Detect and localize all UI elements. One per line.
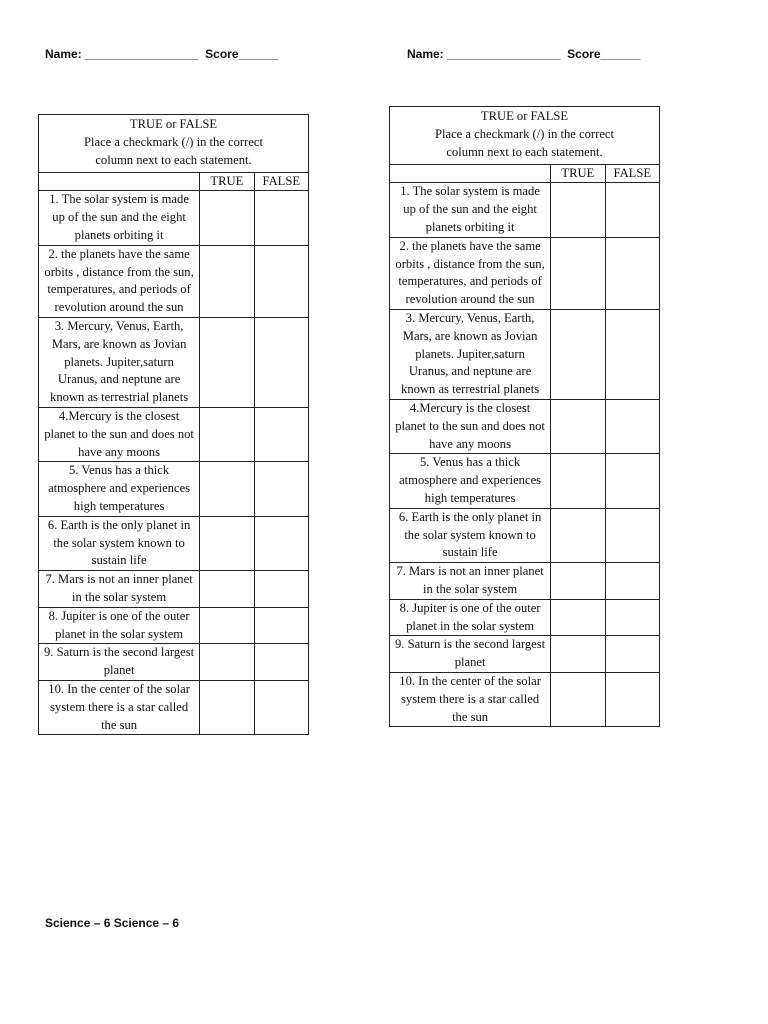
quiz-row xyxy=(39,317,309,407)
score-blank: ______ xyxy=(238,47,279,61)
true-answer-cell[interactable] xyxy=(551,237,605,309)
statement-text: 3. Mercury, Venus, Earth, Mars, are known as Jovian planets. Jupiter,saturn Uranus, and neptune are known as terrestrial planets xyxy=(390,309,551,399)
false-answer-cell[interactable] xyxy=(254,516,308,570)
true-answer-cell[interactable] xyxy=(200,462,254,516)
name-blank: _________________ xyxy=(85,47,199,61)
quiz-row xyxy=(39,516,309,570)
quiz-row xyxy=(39,462,309,516)
quiz-row xyxy=(390,636,660,673)
false-answer-cell[interactable] xyxy=(254,571,308,608)
true-answer-cell[interactable] xyxy=(200,644,254,681)
quiz-instruction-line2: column next to each statement. xyxy=(446,144,603,159)
statement-text: 2. the planets have the same orbits , distance from the sun, temperatures, and periods of revolution around the sun xyxy=(390,237,551,309)
quiz-instructions xyxy=(390,107,660,165)
false-answer-cell[interactable] xyxy=(605,399,659,453)
false-answer-cell[interactable] xyxy=(605,309,659,399)
quiz-row xyxy=(390,508,660,562)
quiz-row xyxy=(390,563,660,600)
true-column-header: TRUE xyxy=(200,173,254,191)
statement-text: 6. Earth is the only planet in the solar system known to sustain life xyxy=(39,516,200,570)
true-answer-cell[interactable] xyxy=(551,508,605,562)
quiz-instruction-line1: Place a checkmark (/) in the correct xyxy=(83,134,263,149)
statement-column-header xyxy=(390,165,551,183)
statement-text: 10. In the center of the solar system there is a star called the sun xyxy=(390,672,551,726)
statement-text: 1. The solar system is made up of the sun and the eight planets orbiting it xyxy=(39,191,200,245)
quiz-row xyxy=(390,237,660,309)
statement-text: 7. Mars is not an inner planet in the solar system xyxy=(39,571,200,608)
true-answer-cell[interactable] xyxy=(551,672,605,726)
quiz-row xyxy=(390,599,660,636)
true-answer-cell[interactable] xyxy=(200,245,254,317)
statement-text: 10. In the center of the solar system there is a star called the sun xyxy=(39,680,200,734)
name-label: Name: xyxy=(45,47,82,61)
true-answer-cell[interactable] xyxy=(200,516,254,570)
true-answer-cell[interactable] xyxy=(551,563,605,600)
quiz-table-right xyxy=(389,106,660,727)
quiz-row xyxy=(390,454,660,508)
false-answer-cell[interactable] xyxy=(605,636,659,673)
quiz-title: TRUE or FALSE xyxy=(480,109,569,123)
statement-text: 4.Mercury is the closest planet to the sun and does not have any moons xyxy=(39,407,200,461)
quiz-table-left xyxy=(38,114,309,735)
quiz-instruction-line2: column next to each statement. xyxy=(95,152,252,167)
statement-text: 9. Saturn is the second largest planet xyxy=(390,636,551,673)
true-answer-cell[interactable] xyxy=(200,191,254,245)
statement-text: 1. The solar system is made up of the sun and the eight planets orbiting it xyxy=(390,183,551,237)
true-answer-cell[interactable] xyxy=(551,454,605,508)
false-answer-cell[interactable] xyxy=(254,407,308,461)
false-answer-cell[interactable] xyxy=(254,317,308,407)
quiz-row xyxy=(39,407,309,461)
false-answer-cell[interactable] xyxy=(605,237,659,309)
false-column-header: FALSE xyxy=(605,165,659,183)
true-answer-cell[interactable] xyxy=(200,571,254,608)
false-answer-cell[interactable] xyxy=(254,245,308,317)
quiz-row xyxy=(390,672,660,726)
false-answer-cell[interactable] xyxy=(605,183,659,237)
score-blank: ______ xyxy=(600,47,641,61)
statement-text: 2. the planets have the same orbits , distance from the sun, temperatures, and periods of revolution around the sun xyxy=(39,245,200,317)
true-answer-cell[interactable] xyxy=(551,636,605,673)
true-answer-cell[interactable] xyxy=(551,599,605,636)
false-answer-cell[interactable] xyxy=(605,454,659,508)
statement-text: 8. Jupiter is one of the outer planet in the solar system xyxy=(39,607,200,644)
false-answer-cell[interactable] xyxy=(254,680,308,734)
score-label: Score xyxy=(205,47,239,61)
true-column-header: TRUE xyxy=(551,165,605,183)
statement-text: 7. Mars is not an inner planet in the solar system xyxy=(390,563,551,600)
name-blank: _________________ xyxy=(447,47,561,61)
false-column-header: FALSE xyxy=(254,173,308,191)
quiz-row xyxy=(39,571,309,608)
quiz-row xyxy=(39,680,309,734)
quiz-instructions xyxy=(39,115,309,173)
quiz-title: TRUE or FALSE xyxy=(129,117,218,131)
false-answer-cell[interactable] xyxy=(254,191,308,245)
false-answer-cell[interactable] xyxy=(254,462,308,516)
false-answer-cell[interactable] xyxy=(254,607,308,644)
quiz-row xyxy=(39,607,309,644)
statement-text: 6. Earth is the only planet in the solar system known to sustain life xyxy=(390,508,551,562)
true-answer-cell[interactable] xyxy=(551,309,605,399)
false-answer-cell[interactable] xyxy=(605,599,659,636)
header-left xyxy=(45,47,279,61)
true-answer-cell[interactable] xyxy=(200,680,254,734)
false-answer-cell[interactable] xyxy=(605,563,659,600)
true-answer-cell[interactable] xyxy=(200,607,254,644)
true-answer-cell[interactable] xyxy=(551,183,605,237)
false-answer-cell[interactable] xyxy=(605,672,659,726)
footer-subject: Science – 6 Science – 6 xyxy=(45,916,180,930)
quiz-rows xyxy=(390,183,660,727)
false-answer-cell[interactable] xyxy=(254,644,308,681)
name-label: Name: xyxy=(407,47,444,61)
quiz-row xyxy=(39,245,309,317)
statement-text: 8. Jupiter is one of the outer planet in the solar system xyxy=(390,599,551,636)
quiz-rows xyxy=(39,191,309,735)
header-right xyxy=(407,47,641,61)
quiz-row xyxy=(39,644,309,681)
true-answer-cell[interactable] xyxy=(200,407,254,461)
quiz-row xyxy=(390,183,660,237)
quiz-instruction-line1: Place a checkmark (/) in the correct xyxy=(434,126,614,141)
score-label: Score xyxy=(567,47,601,61)
statement-text: 5. Venus has a thick atmosphere and experiences high temperatures xyxy=(390,454,551,508)
quiz-row xyxy=(390,399,660,453)
statement-text: 9. Saturn is the second largest planet xyxy=(39,644,200,681)
statement-text: 4.Mercury is the closest planet to the sun and does not have any moons xyxy=(390,399,551,453)
true-answer-cell[interactable] xyxy=(200,317,254,407)
quiz-row xyxy=(39,191,309,245)
true-answer-cell[interactable] xyxy=(551,399,605,453)
statement-text: 5. Venus has a thick atmosphere and experiences high temperatures xyxy=(39,462,200,516)
statement-column-header xyxy=(39,173,200,191)
statement-text: 3. Mercury, Venus, Earth, Mars, are known as Jovian planets. Jupiter,saturn Uranus, and neptune are known as terrestrial planets xyxy=(39,317,200,407)
false-answer-cell[interactable] xyxy=(605,508,659,562)
quiz-row xyxy=(390,309,660,399)
